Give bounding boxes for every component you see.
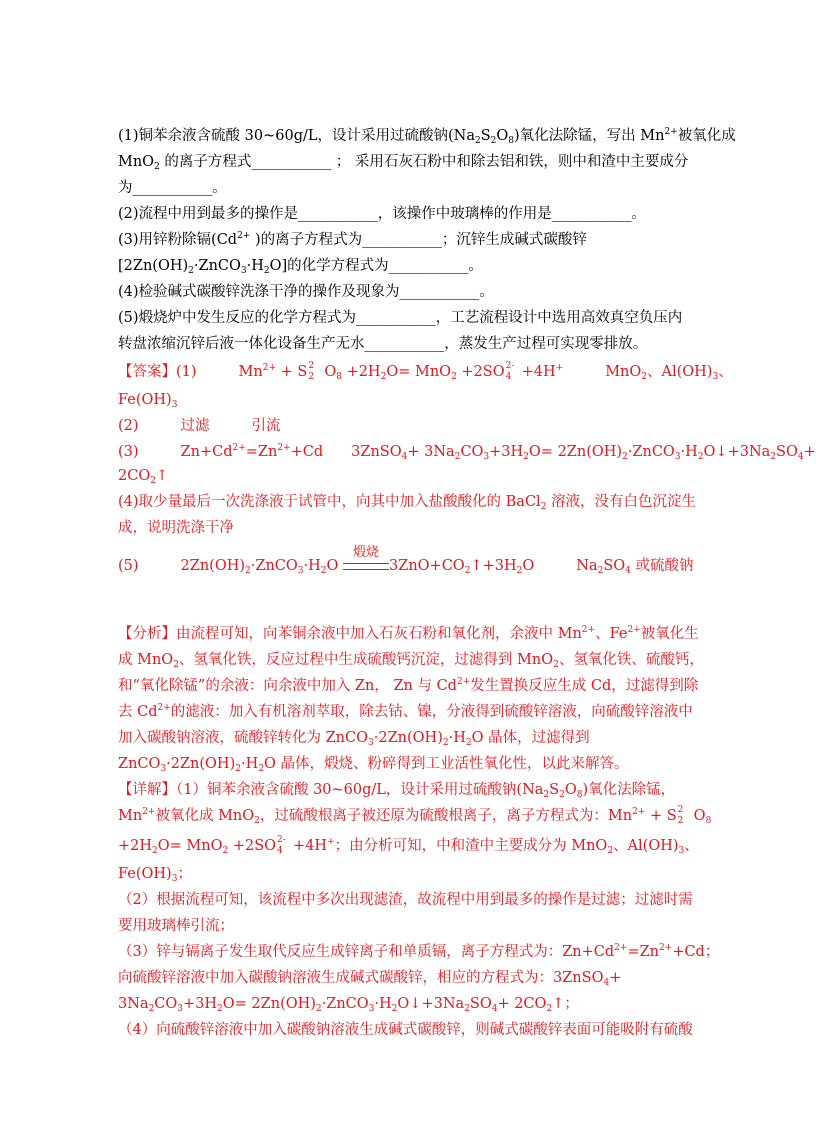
detail-line-7: （3）锌与镉离子发生取代反应生成锌离子和单质镉，离子方程式为：$Zn+Cd^{2+}=Zn^{2+}+Cd$； xyxy=(118,943,720,960)
answer-line-5: $2CO_2↑$ xyxy=(118,468,169,486)
question-3-line-2: $[2Zn(OH)_2\cdot ZnCO_3\cdot H_2O]$的化学方程式为___________。 xyxy=(118,258,483,276)
detail-line-4: $Fe(OH)_3$； xyxy=(118,866,192,884)
detail-line-10: （4）向硫酸锌溶液中加入碳酸钠溶液生成碱式碳酸锌，则碱式碳酸锌表面可能吸附有硫酸 xyxy=(118,1022,693,1038)
detail-line-2: $Mn^{2+}$被氧化成 MnO$_2$，过硫酸根离子被还原为硫酸根离子，离子方程式为：$Mn^{2+} + S$ 2 2 $O_8$ xyxy=(118,805,712,826)
answer-line-7: 成，说明洗涤干净 xyxy=(118,520,234,536)
answer-line-4: (3) $Zn+Cd^{2+}=Zn^{2+}+Cd$ 3ZnSO$_4$+ $3Na_2CO_3+3H_2O=$ $2Zn(OH)_2\cdot ZnCO_3\cdot H_2O↓+3Na_2SO_4+$ xyxy=(118,443,816,462)
question-2: (2)流程中用到最多的操作是___________，该操作中玻璃棒的作用是___________。 xyxy=(118,206,647,222)
detail-line-3: $+2H_2O= MnO_2 +2SO$ 2- 4 +4H+；由分析可知，中和渣中主要成分为 MnO$_2$、$Al(OH)_3$、 xyxy=(118,835,699,856)
analysis-line-2: 成 MnO$_2$、氢氧化铁，反应过程中生成硫酸钙沉淀，过滤得到 MnO$_2$、氢氧化铁、硫酸钙， xyxy=(118,652,704,670)
question-3-line-1: (3)用锌粉除镉($Cd^{2+}$ )的离子方程式为___________；沉锌生成碱式碳酸锌 xyxy=(118,231,587,248)
answer-line-8: (5) $2Zn(OH)_2\cdot ZnCO_3\cdot H_2O$ 煅烧 $3ZnO+CO_2↑+3H_2O$ $Na_2SO_4$ 或硫酸钠 xyxy=(118,545,694,576)
analysis-line-6: $ZnCO_3\cdot 2Zn(OH)_2\cdot H_2O$ 晶体，煅烧、粉碎得到工业活性氧化性，以此来解答。 xyxy=(118,756,629,774)
question-1-line-3: 为___________。 xyxy=(118,180,227,196)
question-1-line-2: MnO$_2$ 的离子方程式___________ ； 采用石灰石粉中和除去铝和铁，则中和渣中主要成分 xyxy=(118,154,689,172)
reaction-condition-arrow: 煅烧 xyxy=(343,569,389,570)
question-1-line-1: (1)铜苯余液含硫酸 30~60g/L，设计采用过硫酸钠$(Na_2S_2O_8)$氧化法除锰，写出 $Mn^{2+}$被氧化成 xyxy=(118,127,736,146)
answer-line-3: (2) 过滤 引流 xyxy=(118,418,281,434)
question-5-line-2: 转盘浓缩沉锌后液一体化设备生产无水___________，蒸发生产过程可实现零排放。 xyxy=(118,336,648,352)
analysis-line-4: 去 $Cd^{2+}$的滤液：加入有机溶剂萃取，除去钴、镍，分液得到硫酸锌溶液，向硫酸锌溶液中 xyxy=(118,703,693,720)
detail-line-8: 向硫酸锌溶液中加入碳酸钠溶液生成碱式碳酸锌，相应的方程式为：3ZnSO$_4$+ xyxy=(118,970,622,988)
detail-line-9: $3Na_2CO_3+3H_2O=$ $2Zn(OH)_2\cdot ZnCO_3\cdot H_2O↓+3Na_2SO_4+$ $2CO_2↑$； xyxy=(118,996,579,1014)
answer-line-2: $Fe(OH)_3$ xyxy=(118,392,178,410)
analysis-line-5: 加入碳酸钠溶液，硫酸锌转化为 $ZnCO_3\cdot 2Zn(OH)_2\cdot H_2O$ 晶体，过滤得到 xyxy=(118,730,590,748)
detail-line-1: 【详解】（1）铜苯余液含硫酸 30~60g/L，设计采用过硫酸钠$(Na_2S_2O_8)$氧化法除锰， xyxy=(118,782,676,800)
analysis-line-3: 和“氧化除锰”的余液：向余液中加入 Zn， Zn 与 $Cd^{2+}$发生置换反应生成 Cd，过滤得到除 xyxy=(118,677,699,694)
answer-line-6: (4)取少量最后一次洗涤液于试管中，向其中加入盐酸酸化的 BaCl$_2$ 溶液，没有白色沉淀生 xyxy=(118,494,697,512)
answer-line-1: 【答案】(1) $Mn^{2+} + S$ 2 2 $O_8 +2H_2O= MnO_2 +2SO$ 2- 4 +4H+ MnO$_2$、$Al(OH)_3$、 xyxy=(118,361,733,382)
analysis-line-1: 【分析】由流程可知，向苯铜余液中加入石灰石粉和氧化剂，余液中 $Mn^{2+}$、$Fe^{2+}$被氧化生 xyxy=(118,625,699,642)
question-5-line-1: (5)煅烧炉中发生反应的化学方程式为___________，工艺流程设计中选用高效真空负压内 xyxy=(118,310,683,326)
detail-line-6: 要用玻璃棒引流； xyxy=(118,918,234,934)
question-4: (4)检验碱式碳酸锌洗涤干净的操作及现象为___________。 xyxy=(118,284,494,300)
detail-line-5: （2）根据流程可知，该流程中多次出现滤渣，故流程中用到最多的操作是过滤；过滤时需 xyxy=(118,892,693,908)
